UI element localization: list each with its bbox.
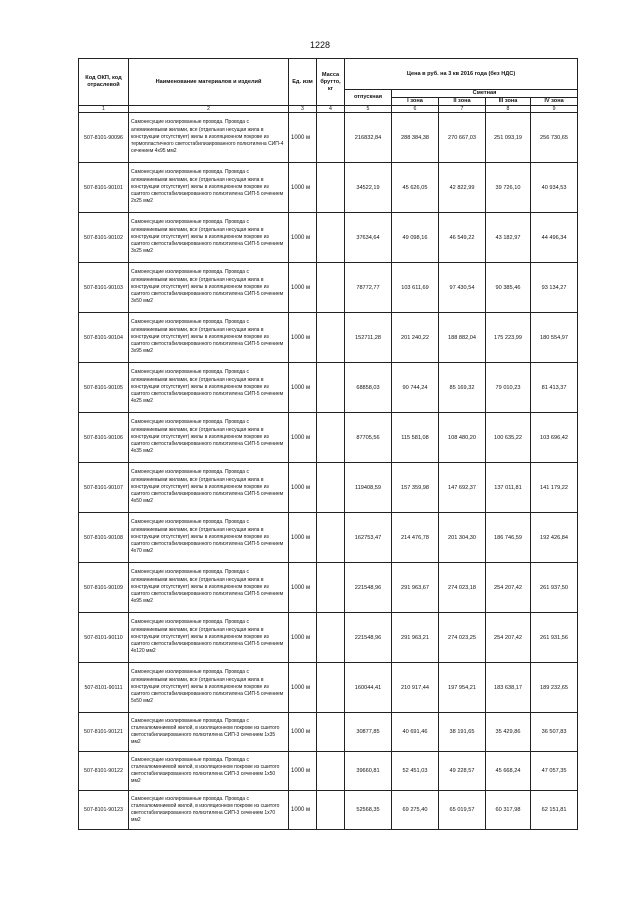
header-estimate: Сметная xyxy=(392,90,578,98)
zone-2-price-cell: 274 023,25 xyxy=(439,613,486,663)
zone-1-price-cell: 103 611,69 xyxy=(392,263,439,313)
release-price-cell: 30877,85 xyxy=(345,713,392,752)
zone-3-price-cell: 100 635,22 xyxy=(486,413,531,463)
zone-3-price-cell: 39 726,10 xyxy=(486,163,531,213)
unit-cell: 1000 м xyxy=(289,113,317,163)
zone-3-price-cell: 79 010,23 xyxy=(486,363,531,413)
mass-cell xyxy=(317,463,345,513)
zone-2-price-cell: 65 019,57 xyxy=(439,791,486,830)
zone-1-price-cell: 40 691,46 xyxy=(392,713,439,752)
table-row xyxy=(79,363,578,413)
mass-cell xyxy=(317,363,345,413)
header-mass: Масса брутто, кг xyxy=(317,59,345,106)
header-price-title: Цена в руб. на 3 кв 2016 года (без НДС) xyxy=(345,59,578,90)
table-row xyxy=(79,113,578,163)
material-name-cell: Самонесущие изолированные провода. Провода с сталеалюминиевой жилой, в изоляционном покрове из сшитого светостабилизированного полиэтилена СИП-3 сечением 1х50 мм2 xyxy=(129,752,289,791)
mass-cell xyxy=(317,563,345,613)
mass-cell xyxy=(317,313,345,363)
column-number: 5 xyxy=(345,106,392,113)
table-row xyxy=(79,563,578,613)
zone-4-price-cell: 62 151,81 xyxy=(531,791,578,830)
material-name-cell: Самонесущие изолированные провода. Провода с алюминиевыми жилами, все (отдельная несущая жила в конструкции отсутствует) жилы в изоляционном покрове из сшитого светостабилизированного полиэтилена СИП-5 сечением 5х50 мм2 xyxy=(129,663,289,713)
price-table xyxy=(78,58,578,830)
table-row xyxy=(79,213,578,263)
zone-1-price-cell: 45 626,05 xyxy=(392,163,439,213)
mass-cell xyxy=(317,663,345,713)
zone-2-price-cell: 46 549,22 xyxy=(439,213,486,263)
release-price-cell: 87705,56 xyxy=(345,413,392,463)
zone-2-price-cell: 97 430,54 xyxy=(439,263,486,313)
table-row xyxy=(79,263,578,313)
table-row xyxy=(79,463,578,513)
header-zone-3: III зона xyxy=(486,98,531,106)
okp-code-cell: 507-8101-90101 xyxy=(79,163,129,213)
header-release: отпускная xyxy=(345,90,392,106)
release-price-cell: 152711,28 xyxy=(345,313,392,363)
table-row xyxy=(79,663,578,713)
column-number: 3 xyxy=(289,106,317,113)
header-name: Наименование материалов и изделий xyxy=(129,59,289,106)
okp-code-cell: 507-8101-90108 xyxy=(79,513,129,563)
release-price-cell: 78772,77 xyxy=(345,263,392,313)
page-number: 1228 xyxy=(309,40,331,50)
material-name-cell: Самонесущие изолированные провода. Провода с алюминиевыми жилами, все (отдельная несущая жила в конструкции отсутствует) жилы в изоляционном покрове из сшитого светостабилизированного полиэтилена СИП-5 сечением 4х95 мм2 xyxy=(129,563,289,613)
zone-3-price-cell: 137 011,81 xyxy=(486,463,531,513)
column-number: 8 xyxy=(486,106,531,113)
zone-1-price-cell: 210 917,44 xyxy=(392,663,439,713)
zone-1-price-cell: 291 963,21 xyxy=(392,613,439,663)
zone-4-price-cell: 47 057,35 xyxy=(531,752,578,791)
release-price-cell: 52568,35 xyxy=(345,791,392,830)
material-name-cell: Самонесущие изолированные провода. Провода с алюминиевыми жилами, все (отдельная несущая жила в конструкции отсутствует) жилы в изоляционном покрове из термопластичного светостабилизированного полиэтилена СИП-4 сечением 4х95 мм2 xyxy=(129,113,289,163)
mass-cell xyxy=(317,163,345,213)
release-price-cell: 68858,03 xyxy=(345,363,392,413)
zone-4-price-cell: 40 934,53 xyxy=(531,163,578,213)
table-row xyxy=(79,313,578,363)
zone-2-price-cell: 108 480,20 xyxy=(439,413,486,463)
header-unit: Ед. изм xyxy=(289,59,317,106)
table-row xyxy=(79,613,578,663)
unit-cell: 1000 м xyxy=(289,463,317,513)
okp-code-cell: 507-8101-90096 xyxy=(79,113,129,163)
mass-cell xyxy=(317,513,345,563)
table-row xyxy=(79,163,578,213)
table-row xyxy=(79,413,578,463)
release-price-cell: 162753,47 xyxy=(345,513,392,563)
unit-cell: 1000 м xyxy=(289,213,317,263)
zone-1-price-cell: 157 359,98 xyxy=(392,463,439,513)
zone-3-price-cell: 43 182,97 xyxy=(486,213,531,263)
zone-3-price-cell: 251 093,19 xyxy=(486,113,531,163)
unit-cell: 1000 м xyxy=(289,363,317,413)
mass-cell xyxy=(317,113,345,163)
zone-1-price-cell: 90 744,24 xyxy=(392,363,439,413)
header-zone-2: II зона xyxy=(439,98,486,106)
zone-3-price-cell: 35 429,86 xyxy=(486,713,531,752)
table-row xyxy=(79,752,578,791)
column-number: 2 xyxy=(129,106,289,113)
zone-1-price-cell: 49 098,16 xyxy=(392,213,439,263)
zone-2-price-cell: 197 954,21 xyxy=(439,663,486,713)
zone-3-price-cell: 254 207,42 xyxy=(486,613,531,663)
header-code: Код ОКП, код отраслевой xyxy=(79,59,129,106)
okp-code-cell: 507-8101-90103 xyxy=(79,263,129,313)
zone-4-price-cell: 189 232,65 xyxy=(531,663,578,713)
material-name-cell: Самонесущие изолированные провода. Провода с алюминиевыми жилами, все (отдельная несущая жила в конструкции отсутствует) жилы в изоляционном покрове из сшитого светостабилизированного полиэтилена СИП-5 сечением 3х50 мм2 xyxy=(129,263,289,313)
zone-1-price-cell: 69 275,40 xyxy=(392,791,439,830)
okp-code-cell: 507-8101-90106 xyxy=(79,413,129,463)
mass-cell xyxy=(317,263,345,313)
unit-cell: 1000 м xyxy=(289,163,317,213)
material-name-cell: Самонесущие изолированные провода. Провода с алюминиевыми жилами, все (отдельная несущая жила в конструкции отсутствует) жилы в изоляционном покрове из сшитого светостабилизированного полиэтилена СИП-5 сечением 4х50 мм2 xyxy=(129,463,289,513)
zone-2-price-cell: 147 692,37 xyxy=(439,463,486,513)
zone-1-price-cell: 52 451,03 xyxy=(392,752,439,791)
zone-1-price-cell: 214 476,78 xyxy=(392,513,439,563)
zone-4-price-cell: 103 696,42 xyxy=(531,413,578,463)
okp-code-cell: 507-8101-90111 xyxy=(79,663,129,713)
okp-code-cell: 507-8101-90105 xyxy=(79,363,129,413)
column-number-row xyxy=(79,106,578,113)
zone-2-price-cell: 188 882,04 xyxy=(439,313,486,363)
unit-cell: 1000 м xyxy=(289,791,317,830)
zone-4-price-cell: 81 413,37 xyxy=(531,363,578,413)
unit-cell: 1000 м xyxy=(289,663,317,713)
zone-3-price-cell: 186 746,59 xyxy=(486,513,531,563)
okp-code-cell: 507-8101-90102 xyxy=(79,213,129,263)
release-price-cell: 160044,41 xyxy=(345,663,392,713)
release-price-cell: 39660,81 xyxy=(345,752,392,791)
table-row xyxy=(79,513,578,563)
header-zone-1: I зона xyxy=(392,98,439,106)
mass-cell xyxy=(317,213,345,263)
table-body xyxy=(79,113,578,830)
material-name-cell: Самонесущие изолированные провода. Провода с алюминиевыми жилами, все (отдельная несущая жила в конструкции отсутствует) жилы в изоляционном покрове из сшитого светостабилизированного полиэтилена СИП-5 сечением 4х70 мм2 xyxy=(129,513,289,563)
okp-code-cell: 507-8101-90121 xyxy=(79,713,129,752)
zone-3-price-cell: 254 207,42 xyxy=(486,563,531,613)
material-name-cell: Самонесущие изолированные провода. Провода с алюминиевыми жилами, все (отдельная несущая жила в конструкции отсутствует) жилы в изоляционном покрове из сшитого светостабилизированного полиэтилена СИП-5 сечением 3х95 мм2 xyxy=(129,313,289,363)
zone-2-price-cell: 201 304,30 xyxy=(439,513,486,563)
mass-cell xyxy=(317,413,345,463)
material-name-cell: Самонесущие изолированные провода. Провода с алюминиевыми жилами, все (отдельная несущая жила в конструкции отсутствует) жилы в изоляционном покрове из сшитого светостабилизированного полиэтилена СИП-5 сечением 4х35 мм2 xyxy=(129,413,289,463)
zone-4-price-cell: 141 179,22 xyxy=(531,463,578,513)
mass-cell xyxy=(317,752,345,791)
zone-3-price-cell: 60 317,98 xyxy=(486,791,531,830)
table-row xyxy=(79,713,578,752)
zone-3-price-cell: 175 223,99 xyxy=(486,313,531,363)
release-price-cell: 221548,96 xyxy=(345,563,392,613)
zone-2-price-cell: 274 023,18 xyxy=(439,563,486,613)
column-number: 1 xyxy=(79,106,129,113)
material-name-cell: Самонесущие изолированные провода. Провода с алюминиевыми жилами, все (отдельная несущая жила в конструкции отсутствует) жилы в изоляционном покрове из сшитого светостабилизированного полиэтилена СИП-5 сечением 4х120 мм2 xyxy=(129,613,289,663)
okp-code-cell: 507-8101-90110 xyxy=(79,613,129,663)
zone-3-price-cell: 90 385,46 xyxy=(486,263,531,313)
column-number: 4 xyxy=(317,106,345,113)
unit-cell: 1000 м xyxy=(289,313,317,363)
zone-4-price-cell: 180 554,97 xyxy=(531,313,578,363)
material-name-cell: Самонесущие изолированные провода. Провода с алюминиевыми жилами, все (отдельная несущая жила в конструкции отсутствует) жилы в изоляционном покрове из сшитого светостабилизированного полиэтилена СИП-5 сечением 2х25 мм2 xyxy=(129,163,289,213)
zone-2-price-cell: 270 667,03 xyxy=(439,113,486,163)
zone-1-price-cell: 201 240,22 xyxy=(392,313,439,363)
okp-code-cell: 507-8101-90109 xyxy=(79,563,129,613)
column-number: 9 xyxy=(531,106,578,113)
okp-code-cell: 507-8101-90107 xyxy=(79,463,129,513)
zone-3-price-cell: 45 668,24 xyxy=(486,752,531,791)
unit-cell: 1000 м xyxy=(289,263,317,313)
zone-4-price-cell: 36 507,83 xyxy=(531,713,578,752)
release-price-cell: 34522,19 xyxy=(345,163,392,213)
table-row xyxy=(79,791,578,830)
zone-4-price-cell: 256 730,65 xyxy=(531,113,578,163)
release-price-cell: 221548,96 xyxy=(345,613,392,663)
mass-cell xyxy=(317,791,345,830)
zone-2-price-cell: 49 228,57 xyxy=(439,752,486,791)
unit-cell: 1000 м xyxy=(289,752,317,791)
release-price-cell: 119408,59 xyxy=(345,463,392,513)
column-number: 7 xyxy=(439,106,486,113)
release-price-cell: 37634,64 xyxy=(345,213,392,263)
zone-4-price-cell: 261 937,50 xyxy=(531,563,578,613)
release-price-cell: 216832,84 xyxy=(345,113,392,163)
zone-4-price-cell: 192 426,84 xyxy=(531,513,578,563)
zone-1-price-cell: 288 384,38 xyxy=(392,113,439,163)
okp-code-cell: 507-8101-90122 xyxy=(79,752,129,791)
zone-2-price-cell: 42 822,99 xyxy=(439,163,486,213)
zone-2-price-cell: 38 191,65 xyxy=(439,713,486,752)
mass-cell xyxy=(317,713,345,752)
okp-code-cell: 507-8101-90104 xyxy=(79,313,129,363)
zone-3-price-cell: 183 638,17 xyxy=(486,663,531,713)
unit-cell: 1000 м xyxy=(289,563,317,613)
okp-code-cell: 507-8101-90123 xyxy=(79,791,129,830)
header-zone-4: IV зона xyxy=(531,98,578,106)
material-name-cell: Самонесущие изолированные провода. Провода с алюминиевыми жилами, все (отдельная несущая жила в конструкции отсутствует) жилы в изоляционном покрове из сшитого светостабилизированного полиэтилена СИП-5 сечением 4х25 мм2 xyxy=(129,363,289,413)
mass-cell xyxy=(317,613,345,663)
zone-2-price-cell: 85 169,32 xyxy=(439,363,486,413)
unit-cell: 1000 м xyxy=(289,413,317,463)
zone-4-price-cell: 261 931,56 xyxy=(531,613,578,663)
zone-4-price-cell: 44 496,34 xyxy=(531,213,578,263)
zone-4-price-cell: 93 134,27 xyxy=(531,263,578,313)
material-name-cell: Самонесущие изолированные провода. Провода с сталеалюминиевой жилой, в изоляционном покрове из сшитого светостабилизированного полиэтилена СИП-3 сечением 1х35 мм2 xyxy=(129,713,289,752)
material-name-cell: Самонесущие изолированные провода. Провода с сталеалюминиевой жилой, в изоляционном покрове из сшитого светостабилизированного полиэтилена СИП-3 сечением 1х70 мм2 xyxy=(129,791,289,830)
unit-cell: 1000 м xyxy=(289,513,317,563)
zone-1-price-cell: 115 581,08 xyxy=(392,413,439,463)
unit-cell: 1000 м xyxy=(289,613,317,663)
material-name-cell: Самонесущие изолированные провода. Провода с алюминиевыми жилами, все (отдельная несущая жила в конструкции отсутствует) жилы в изоляционном покрове из сшитого светостабилизированного полиэтилена СИП-5 сечением 3х25 мм2 xyxy=(129,213,289,263)
zone-1-price-cell: 291 963,67 xyxy=(392,563,439,613)
column-number: 6 xyxy=(392,106,439,113)
unit-cell: 1000 м xyxy=(289,713,317,752)
